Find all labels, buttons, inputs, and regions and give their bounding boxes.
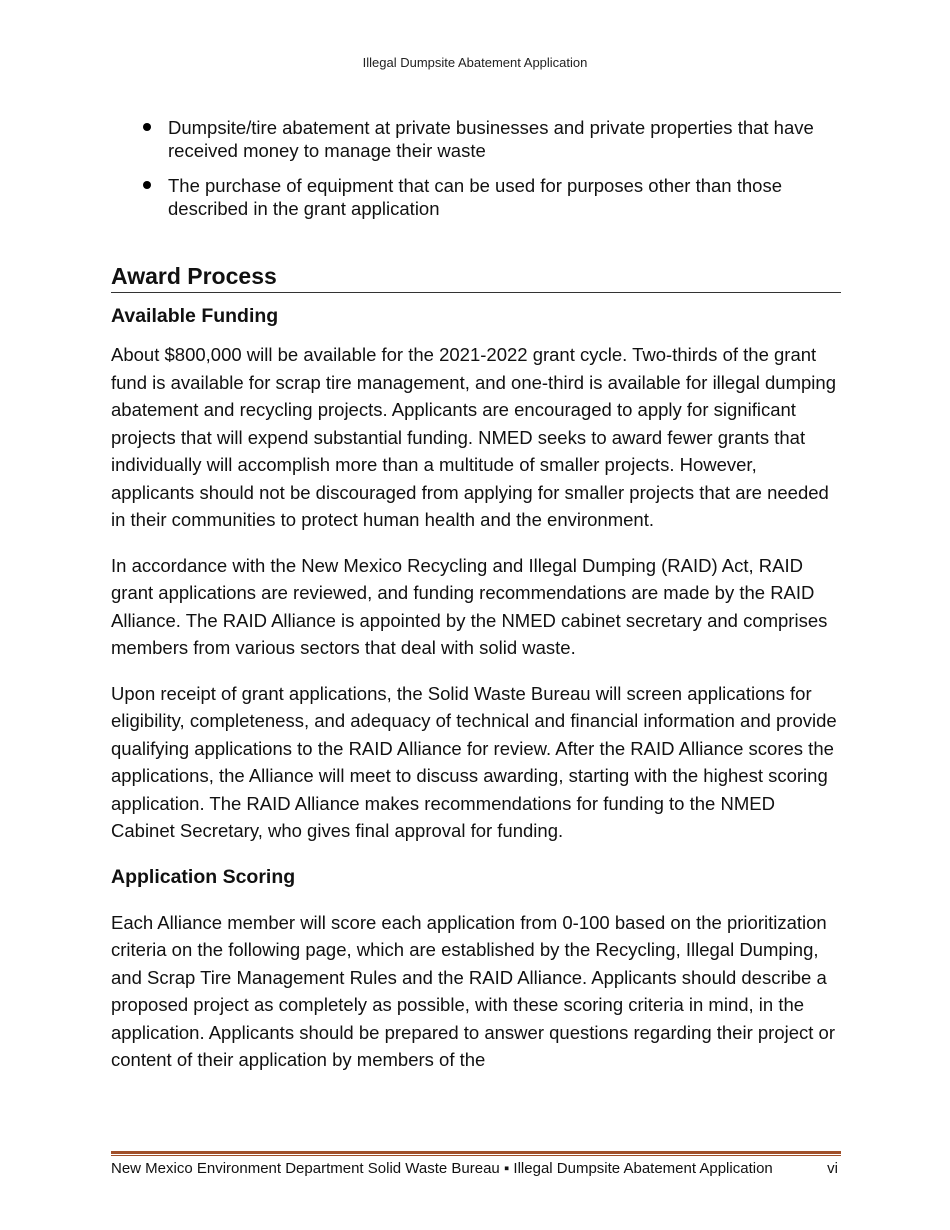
page-header: Illegal Dumpsite Abatement Application <box>362 55 588 70</box>
footer-rule-thin <box>111 1155 841 1156</box>
paragraph: Upon receipt of grant applications, the Solid Waste Bureau will screen applications for eligibility, completeness, and adequacy of technical and financial information and provide qualifying applications to the RAID Alliance for review. After the RAID Alliance scores the applications, the Alliance will meet to discuss awarding, starting with the highest scoring application. The RAID Alliance makes recommendations for funding to the NMED Cabinet Secretary, who gives final approval for funding. <box>111 682 837 841</box>
subheading-application-scoring: Application Scoring <box>111 865 296 888</box>
paragraph: In accordance with the New Mexico Recycling and Illegal Dumping (RAID) Act, RAID grant applications are reviewed, and funding recommendations are made by the RAID Alliance. The RAID Alliance is appointed by the NMED cabinet secretary and comprises members from various sectors that deal with solid waste. <box>111 554 828 658</box>
paragraph: About $800,000 will be available for the 2021-2022 grant cycle. Two-thirds of the grant fund is available for scrap tire management, and one-third is available for illegal dumping abatement and recycling projects. Applicants are encouraged to apply for significant projects that will expend substantial funding. NMED seeks to award fewer grants that individually will accomplish more than a multitude of smaller projects. However, applicants should not be discouraged from applying for smaller projects that are needed in their communities to protect human health and the environment. <box>111 344 836 530</box>
bullet-icon <box>143 181 151 189</box>
section-heading-award-process: Award Process <box>111 262 841 293</box>
subheading-available-funding: Available Funding <box>111 305 279 327</box>
bullet-text: Dumpsite/tire abatement at private businesses and private properties that have received money to manage their waste <box>168 117 814 161</box>
paragraph: Each Alliance member will score each application from 0-100 based on the prioritization criteria on the following page, which are established by the Recycling, Illegal Dumping, and Scrap Tire Management Rules and the RAID Alliance. Applicants should describe a proposed project as completely as possible, with these scoring criteria in mind, in the application. Applicants should be prepared to answer questions regarding their project or content of their application by members of the <box>111 911 836 1070</box>
bullet-text: The purchase of equipment that can be used for purposes other than those described in the grant application <box>168 175 782 219</box>
footer-text: New Mexico Environment Department Solid Waste Bureau ▪ Illegal Dumpsite Abatement Application <box>111 1160 773 1177</box>
main-content <box>111 262 841 1074</box>
list-item <box>140 174 840 220</box>
bullet-icon <box>143 123 151 131</box>
page-number: vi <box>827 1160 838 1177</box>
list-item <box>140 116 840 162</box>
exclusion-bullet-list <box>140 116 840 232</box>
page-footer <box>111 1159 841 1179</box>
footer-rule <box>111 1151 841 1154</box>
